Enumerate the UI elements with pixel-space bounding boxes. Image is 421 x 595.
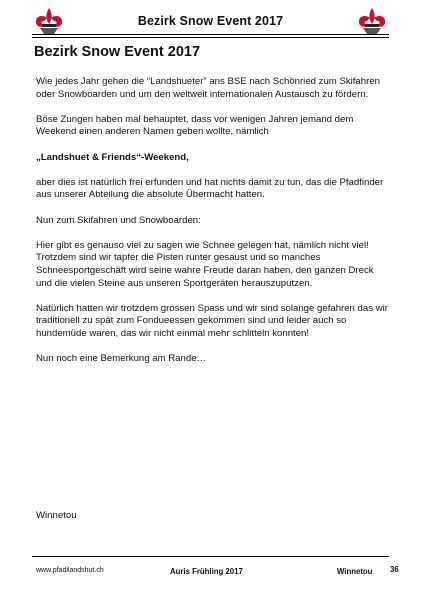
article-body bbox=[36, 76, 388, 378]
paragraph-weekend-name: „Landshuet & Friends“-Weekend, bbox=[36, 151, 189, 163]
paragraph-rumor: Böse Zungen haben mal behauptet, dass vor wenigen Jahren jemand dem Weekend einen anderen Namen geben wollte, nämlich bbox=[36, 113, 354, 138]
footer-divider bbox=[32, 556, 389, 557]
article-title: Bezirk Snow Event 2017 bbox=[34, 44, 201, 60]
article-signature: Winnetou bbox=[36, 510, 77, 521]
paragraph-fun: Natürlich hatten wir trotzdem grossen Spass und wir sind solange gefahren das wir traditionell zu spät zum Fondueessen gekommen sind und leider auch so hundemüde waren, das wir nicht einmal mehr schlitteln konnten! bbox=[36, 302, 388, 339]
header-divider bbox=[32, 34, 389, 35]
header-divider-double bbox=[32, 37, 389, 38]
paragraph-intro: Wie jedes Jahr gehen die “Landshueter” ans BSE nach Schönried zum Skifahren oder Snowboarden und um den weltweit internationalen Austausch zu fördern. bbox=[36, 76, 380, 100]
footer-author: Winnetou bbox=[337, 567, 373, 576]
paragraph-fiction: aber dies ist natürlich frei erfunden und hat nichts damit zu tun, das die Pfadfinder aus unserer Abteilung die absolute Übermacht hatten. bbox=[36, 176, 384, 201]
paragraph-remark: Nun noch eine Bemerkung am Rande… bbox=[36, 353, 207, 365]
paragraph-ski-heading: Nun zum Skifahren und Snowboarden: bbox=[36, 214, 201, 226]
footer-url-link[interactable]: www.pfadilandshut.ch bbox=[36, 567, 104, 574]
page-number: 36 bbox=[390, 565, 399, 574]
header-title: Bezirk Snow Event 2017 bbox=[137, 14, 284, 28]
footer-issue: Auris Frühling 2017 bbox=[170, 567, 243, 576]
paragraph-snow: Hier gibt es genauso viel zu sagen wie Schnee gelegen hat, nämlich nicht viel! Trotzdem sind wir tapfer die Pisten runter gesaust und so manches Schneesportgeschäft wird seine wahre Freude daran haben, den ganzen Dreck und die vielen Steine aus unseren Sportgeräten herauszuputzen. bbox=[36, 239, 374, 289]
